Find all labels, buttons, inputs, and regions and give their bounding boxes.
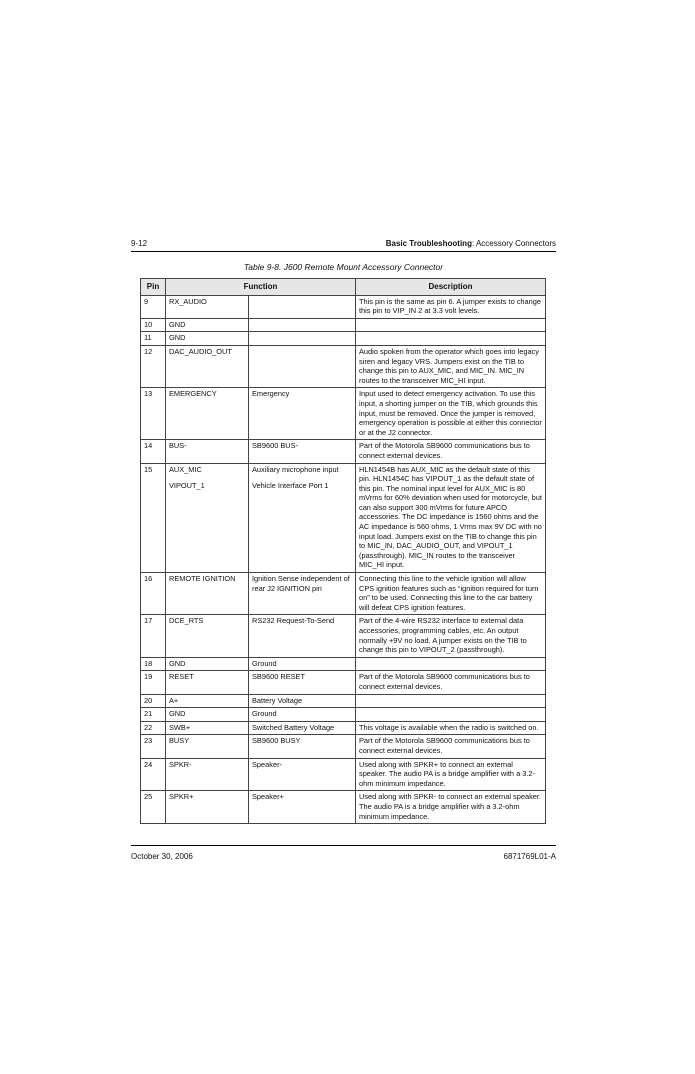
signal-name-cell-text: BUSY bbox=[169, 736, 190, 746]
function-cell bbox=[249, 332, 356, 346]
function-cell bbox=[249, 295, 356, 318]
function-cell bbox=[249, 671, 356, 694]
description-cell-text: Used along with SPKR- to connect an external speaker. The audio PA is a bridge amplifier with a 3.2-ohm minimum impedance. bbox=[359, 792, 541, 821]
function-cell bbox=[249, 573, 356, 615]
function-cell bbox=[249, 694, 356, 708]
pin-cell-text: 19 bbox=[144, 672, 153, 682]
pin-cell bbox=[141, 671, 166, 694]
table-row bbox=[141, 791, 546, 824]
description-cell bbox=[356, 758, 546, 791]
function-cell bbox=[249, 388, 356, 440]
signal-name-cell bbox=[166, 694, 249, 708]
pin-cell-text: 24 bbox=[144, 759, 153, 769]
table-body bbox=[141, 295, 546, 824]
table-row bbox=[141, 295, 546, 318]
table-row bbox=[141, 440, 546, 463]
signal-name-cell-text: RX_AUDIO bbox=[169, 296, 207, 306]
signal-name-cell-text: EMERGENCY bbox=[169, 389, 217, 399]
table-row bbox=[141, 615, 546, 657]
signal-name-cell bbox=[166, 735, 249, 758]
pin-cell-text: 12 bbox=[144, 346, 153, 356]
function-cell-text: Auxiliary microphone input bbox=[252, 464, 339, 474]
function-cell bbox=[249, 463, 356, 573]
description-cell-text: Part of the Motorola SB9600 communications bus to connect external devices. bbox=[359, 441, 530, 460]
function-cell-text: Ignition Sense independent of rear J2 IGNITION pin bbox=[252, 574, 350, 593]
function-column-header: Function bbox=[166, 279, 356, 296]
description-cell-text: This pin is the same as pin 6. A jumper exists to change this pin to VIP_IN 2 at 3.3 volt levels. bbox=[359, 296, 541, 316]
signal-name-cell bbox=[166, 295, 249, 318]
signal-name-cell-text: A+ bbox=[169, 695, 179, 705]
signal-name-cell bbox=[166, 463, 249, 573]
description-cell bbox=[356, 332, 546, 346]
cell-gap bbox=[252, 474, 352, 481]
function-cell-text: RS232 Request-To-Send bbox=[252, 616, 335, 626]
pin-cell bbox=[141, 573, 166, 615]
signal-name-cell-alt-text: VIPOUT_1 bbox=[169, 481, 205, 491]
description-cell bbox=[356, 791, 546, 824]
function-cell-text: Speaker- bbox=[252, 759, 282, 769]
function-cell bbox=[249, 318, 356, 332]
signal-name-cell bbox=[166, 332, 249, 346]
signal-name-cell bbox=[166, 573, 249, 615]
pin-cell-text: 23 bbox=[144, 736, 153, 746]
pin-cell bbox=[141, 388, 166, 440]
pin-cell-text: 13 bbox=[144, 389, 153, 399]
description-cell bbox=[356, 721, 546, 735]
pin-cell bbox=[141, 758, 166, 791]
table-row bbox=[141, 694, 546, 708]
function-cell-text: Battery Voltage bbox=[252, 695, 303, 705]
table-row bbox=[141, 708, 546, 722]
signal-name-cell-text: GND bbox=[169, 709, 186, 719]
pin-cell bbox=[141, 345, 166, 387]
description-cell bbox=[356, 657, 546, 671]
signal-name-cell bbox=[166, 615, 249, 657]
description-cell bbox=[356, 440, 546, 463]
signal-name-cell-text: GND bbox=[169, 658, 186, 668]
description-cell-text: Input used to detect emergency activation. To use this input, a shorting jumper on the TIB, which grounds this input, must be removed. Once the jumper is removed, emergency operation is possible at either this connector or at the J2 connector. bbox=[359, 389, 542, 437]
signal-name-cell-text: REMOTE IGNITION bbox=[169, 574, 236, 584]
pin-cell-text: 11 bbox=[144, 333, 152, 343]
description-cell-text: Part of the Motorola SB9600 communications bus to connect external devices. bbox=[359, 736, 530, 755]
signal-name-cell-text: RESET bbox=[169, 672, 194, 682]
signal-name-cell-text: BUS- bbox=[169, 441, 187, 451]
signal-name-cell bbox=[166, 657, 249, 671]
function-cell bbox=[249, 735, 356, 758]
pin-cell-text: 22 bbox=[144, 722, 153, 732]
signal-name-cell-text: DAC_AUDIO_OUT bbox=[169, 346, 232, 356]
table-row bbox=[141, 657, 546, 671]
pin-cell-text: 21 bbox=[144, 709, 153, 719]
footer-doc-number: 6871769L01-A bbox=[503, 852, 556, 861]
signal-name-cell-text: SPKR- bbox=[169, 759, 192, 769]
pin-column-header: Pin bbox=[141, 279, 166, 296]
table-row bbox=[141, 318, 546, 332]
header-rule bbox=[131, 251, 556, 252]
pin-cell-text: 25 bbox=[144, 792, 153, 802]
signal-name-cell bbox=[166, 721, 249, 735]
section-title-rest: : Accessory Connectors bbox=[471, 239, 556, 248]
table-row bbox=[141, 332, 546, 346]
pin-cell bbox=[141, 721, 166, 735]
pin-cell bbox=[141, 295, 166, 318]
function-cell bbox=[249, 758, 356, 791]
description-cell bbox=[356, 295, 546, 318]
function-cell-text: Emergency bbox=[252, 389, 290, 399]
table-row bbox=[141, 735, 546, 758]
pin-cell-text: 15 bbox=[144, 464, 153, 474]
table-row bbox=[141, 463, 546, 573]
footer-rule bbox=[131, 845, 556, 846]
function-cell bbox=[249, 791, 356, 824]
pin-cell bbox=[141, 332, 166, 346]
pin-cell-text: 10 bbox=[144, 319, 153, 329]
description-cell-text: Part of the 4-wire RS232 interface to external data accessories, programming cables, etc. An output normally +9V no load. A jumper exists on the TIB to change this pin to VIPOUT_2 (passthrough). bbox=[359, 616, 527, 655]
pin-cell bbox=[141, 791, 166, 824]
table-header-row bbox=[141, 279, 546, 296]
description-cell bbox=[356, 573, 546, 615]
function-cell bbox=[249, 708, 356, 722]
cell-gap bbox=[169, 474, 245, 481]
signal-name-cell bbox=[166, 671, 249, 694]
description-cell bbox=[356, 694, 546, 708]
pin-cell bbox=[141, 440, 166, 463]
description-cell-text: Used along with SPKR+ to connect an external speaker. The audio PA is a bridge amplifier with a 3.2-ohm minimum impedance. bbox=[359, 759, 535, 788]
pin-cell-text: 9 bbox=[144, 296, 149, 306]
function-cell bbox=[249, 657, 356, 671]
description-cell bbox=[356, 615, 546, 657]
pin-cell bbox=[141, 463, 166, 573]
function-cell bbox=[249, 345, 356, 387]
pin-cell bbox=[141, 694, 166, 708]
pin-cell bbox=[141, 735, 166, 758]
connector-table bbox=[140, 278, 546, 824]
description-column-header: Description bbox=[356, 279, 546, 296]
section-title-bold: Basic Troubleshooting bbox=[385, 239, 472, 248]
signal-name-cell-text: SWB+ bbox=[169, 722, 191, 732]
table-row bbox=[141, 345, 546, 387]
signal-name-cell bbox=[166, 345, 249, 387]
table-caption: Table 9-8. J600 Remote Mount Accessory Connector bbox=[243, 262, 444, 272]
function-cell bbox=[249, 440, 356, 463]
description-cell-text: Audio spoken from the operator which goes into legacy siren and legacy VRS. Jumpers exist on the TIB to change this pin to AUX_MIC, and MIC_IN. MIC_IN routes to the transceiver MIC_HI input. bbox=[359, 346, 539, 385]
table-row bbox=[141, 721, 546, 735]
pin-cell bbox=[141, 657, 166, 671]
description-cell-text: Part of the Motorola SB9600 communications bus to connect external devices. bbox=[359, 672, 530, 691]
signal-name-cell-text: GND bbox=[169, 333, 186, 343]
section-title bbox=[386, 239, 556, 248]
signal-name-cell bbox=[166, 388, 249, 440]
pin-cell-text: 17 bbox=[144, 616, 153, 626]
signal-name-cell bbox=[166, 318, 249, 332]
pin-cell-text: 20 bbox=[144, 695, 153, 705]
signal-name-cell-text: AUX_MIC bbox=[169, 464, 202, 474]
pin-cell-text: 18 bbox=[144, 658, 153, 668]
table-row bbox=[141, 388, 546, 440]
pin-cell bbox=[141, 708, 166, 722]
description-cell bbox=[356, 318, 546, 332]
description-cell bbox=[356, 735, 546, 758]
pin-cell bbox=[141, 615, 166, 657]
signal-name-cell bbox=[166, 440, 249, 463]
signal-name-cell bbox=[166, 758, 249, 791]
description-cell bbox=[356, 671, 546, 694]
page-number: 9-12 bbox=[131, 239, 148, 248]
function-cell-text: Ground bbox=[252, 658, 277, 668]
function-cell-text: SB9600 BUSY bbox=[252, 736, 301, 746]
table-row bbox=[141, 573, 546, 615]
function-cell-text: SB9600 RESET bbox=[252, 672, 305, 682]
description-cell bbox=[356, 463, 546, 573]
description-cell bbox=[356, 708, 546, 722]
pin-cell-text: 16 bbox=[144, 574, 153, 584]
function-cell-alt-text: Vehicle Interface Port 1 bbox=[252, 481, 329, 491]
table-row bbox=[141, 671, 546, 694]
function-cell-text: Ground bbox=[252, 709, 277, 719]
signal-name-cell bbox=[166, 791, 249, 824]
footer-date: October 30, 2006 bbox=[131, 852, 193, 861]
description-cell-text: HLN1454B has AUX_MIC as the default state of this pin. HLN1454C has VIPOUT_1 as the default state of this pin. The nominal input level for AUX_MIC is 80 mVrms for 60% deviation when used for motorcycle, but can also support 300 mVrms for future APCO accessories. The DC impedance is 1560 ohms and the AC impedance is 560 ohms, 1 Vrms max 9V DC with no input load. Jumpers exist on the TIB to change this pin to MIC_IN, DAC_AUDIO_OUT, and VIPOUT_1 (passthrough). MIC_IN routes to the transceiver MIC_HI input. bbox=[359, 464, 542, 570]
signal-name-cell-text: GND bbox=[169, 319, 186, 329]
function-cell-text: Switched Battery Voltage bbox=[252, 722, 335, 732]
function-cell-text: Speaker+ bbox=[252, 792, 284, 802]
signal-name-cell bbox=[166, 708, 249, 722]
pin-cell bbox=[141, 318, 166, 332]
description-cell bbox=[356, 345, 546, 387]
function-cell bbox=[249, 615, 356, 657]
function-cell-text: SB9600 BUS- bbox=[252, 441, 299, 451]
table-row bbox=[141, 758, 546, 791]
description-cell-text: Connecting this line to the vehicle ignition will allow CPS ignition features such as “ignition required for turn on” to be used. Connecting this line to the car battery will defeat CPS ignition features. bbox=[359, 574, 539, 612]
description-cell bbox=[356, 388, 546, 440]
signal-name-cell-text: SPKR+ bbox=[169, 792, 194, 802]
pin-cell-text: 14 bbox=[144, 441, 153, 451]
signal-name-cell-text: DCE_RTS bbox=[169, 616, 204, 626]
function-cell bbox=[249, 721, 356, 735]
description-cell-text: This voltage is available when the radio is switched on. bbox=[359, 722, 539, 732]
